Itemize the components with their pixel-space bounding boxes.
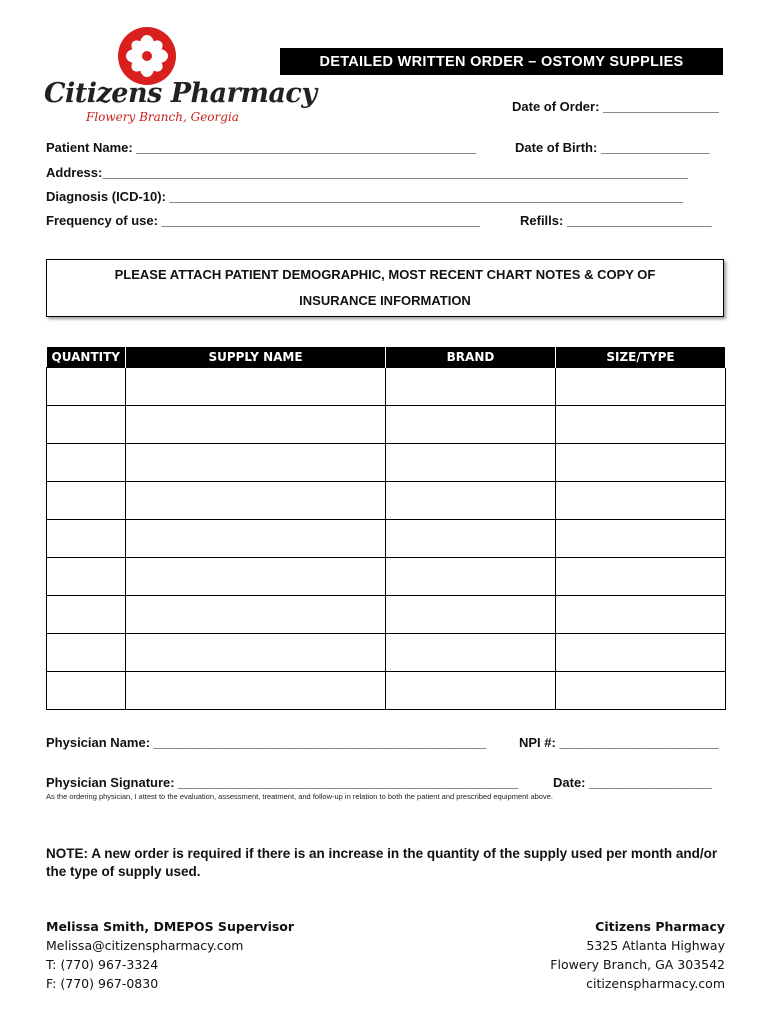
quantity-cell[interactable] (47, 444, 126, 482)
brand-cell[interactable] (386, 672, 556, 710)
brand-cell[interactable] (386, 482, 556, 520)
size-type-cell[interactable] (556, 558, 726, 596)
pharmacy-city: Flowery Branch, GA 303542 (550, 957, 725, 972)
size-type-header: SIZE/TYPE (556, 347, 726, 368)
diagnosis-field[interactable]: Diagnosis (ICD-10): _______________________________________________________________________ (46, 189, 683, 204)
patient-name-field[interactable]: Patient Name: _______________________________________________ (46, 140, 477, 155)
quantity-cell[interactable] (47, 520, 126, 558)
size-type-cell[interactable] (556, 482, 726, 520)
logo-location: Flowery Branch, Georgia (86, 110, 239, 124)
supply-name-cell[interactable] (126, 520, 386, 558)
physician-signature-field[interactable]: Physician Signature: _______________________________________________ (46, 775, 519, 790)
notice-line-1: PLEASE ATTACH PATIENT DEMOGRAPHIC, MOST RECENT CHART NOTES & COPY OF (114, 267, 656, 282)
address-field[interactable]: Address:_________________________________________________________________________________ (46, 165, 688, 180)
quantity-cell[interactable] (47, 672, 126, 710)
flower-icon (118, 27, 176, 85)
contact-left (46, 917, 294, 993)
brand-cell[interactable] (386, 634, 556, 672)
pharmacy-name: Citizens Pharmacy (595, 919, 725, 934)
supply-name-cell[interactable] (126, 406, 386, 444)
npi-field[interactable]: NPI #: ______________________ (519, 735, 719, 750)
supply-name-cell[interactable] (126, 672, 386, 710)
logo-name: Citizens Pharmacy (44, 78, 317, 109)
table-row (47, 444, 726, 482)
refills-field[interactable]: Refills: ____________________ (520, 213, 712, 228)
quantity-header: QUANTITY (47, 347, 126, 368)
quantity-cell[interactable] (47, 482, 126, 520)
quantity-cell[interactable] (47, 368, 126, 406)
table-row (47, 520, 726, 558)
notice-line-2: INSURANCE INFORMATION (299, 293, 471, 308)
contact-right (550, 917, 725, 993)
attestation-text: As the ordering physician, I attest to the evaluation, assessment, treatment, and follow-up in relation to both the patient and prescribed equipment above. (46, 792, 553, 801)
supply-name-cell[interactable] (126, 482, 386, 520)
table-row (47, 482, 726, 520)
quantity-cell[interactable] (47, 596, 126, 634)
reorder-note: NOTE: A new order is required if there is an increase in the quantity of the supply used per month and/or the type of supply used. (46, 846, 718, 879)
brand-cell[interactable] (386, 596, 556, 634)
brand-header: BRAND (386, 347, 556, 368)
brand-cell[interactable] (386, 368, 556, 406)
supply-name-header: SUPPLY NAME (126, 347, 386, 368)
quantity-cell[interactable] (47, 558, 126, 596)
brand-cell[interactable] (386, 444, 556, 482)
contact-name: Melissa Smith, DMEPOS Supervisor (46, 919, 295, 934)
table-row (47, 558, 726, 596)
table-row (47, 596, 726, 634)
supply-name-cell[interactable] (126, 596, 386, 634)
brand-cell[interactable] (386, 406, 556, 444)
brand-cell[interactable] (386, 520, 556, 558)
pharmacy-website[interactable]: citizenspharmacy.com (586, 976, 725, 991)
brand-cell[interactable] (386, 558, 556, 596)
table-row (47, 672, 726, 710)
supply-name-cell[interactable] (126, 368, 386, 406)
pharmacy-street: 5325 Atlanta Highway (586, 938, 725, 953)
signature-date-field[interactable]: Date: _________________ (553, 775, 713, 790)
size-type-cell[interactable] (556, 672, 726, 710)
supply-name-cell[interactable] (126, 558, 386, 596)
size-type-cell[interactable] (556, 444, 726, 482)
contact-fax: F: (770) 967-0830 (46, 976, 159, 991)
physician-name-field[interactable]: Physician Name: ______________________________________________ (46, 735, 487, 750)
date-of-order-field[interactable]: Date of Order: ________________ (512, 99, 719, 114)
contact-phone: T: (770) 967-3324 (46, 957, 159, 972)
table-header-row (47, 347, 726, 368)
size-type-cell[interactable] (556, 634, 726, 672)
supply-name-cell[interactable] (126, 444, 386, 482)
contact-email[interactable]: Melissa@citizenspharmacy.com (46, 938, 244, 953)
table-row (47, 368, 726, 406)
document-title: DETAILED WRITTEN ORDER – OSTOMY SUPPLIES (280, 48, 723, 75)
size-type-cell[interactable] (556, 368, 726, 406)
frequency-field[interactable]: Frequency of use: ____________________________________________ (46, 213, 480, 228)
size-type-cell[interactable] (556, 520, 726, 558)
supply-name-cell[interactable] (126, 634, 386, 672)
quantity-cell[interactable] (47, 406, 126, 444)
attachment-notice (46, 259, 724, 317)
size-type-cell[interactable] (556, 406, 726, 444)
size-type-cell[interactable] (556, 596, 726, 634)
supply-table (46, 347, 726, 710)
date-of-birth-field[interactable]: Date of Birth: _______________ (515, 140, 710, 155)
table-row (47, 634, 726, 672)
table-row (47, 406, 726, 444)
quantity-cell[interactable] (47, 634, 126, 672)
